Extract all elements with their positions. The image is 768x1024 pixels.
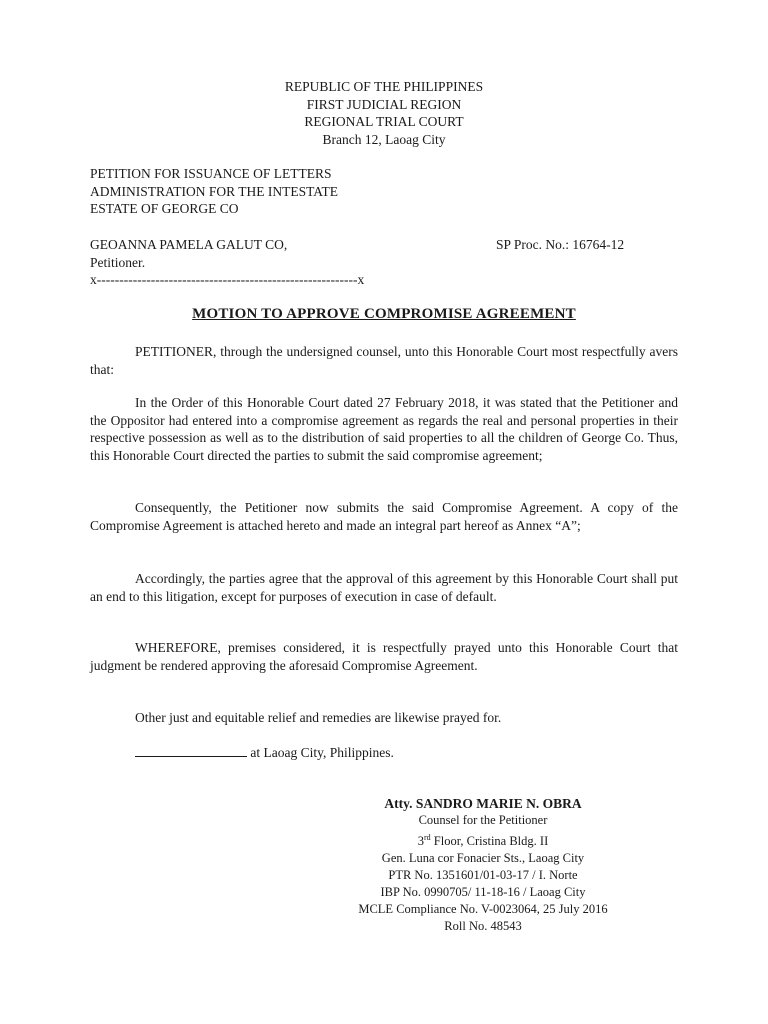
paragraph-3 (90, 499, 678, 534)
court-header-line2: FIRST JUDICIAL REGION (306, 96, 462, 112)
court-header (0, 78, 768, 148)
court-header-line1: REPUBLIC OF THE PHILIPPINES (284, 79, 484, 94)
paragraph-4 (90, 570, 678, 605)
date-place-line (90, 744, 678, 762)
paragraph-4-text: Accordingly, the parties agree that the approval of this agreement by this Honorable Court shall put an end to this litigation, except for purposes of execution in case of default. (90, 571, 678, 604)
paragraph-6 (90, 709, 678, 727)
caption-separator: x----------------------------------------------------------x (90, 272, 365, 287)
ibp-number: IBP No. 0990705/ 11-18-16 / Laoag City (380, 885, 586, 900)
petitioner-role: Petitioner. (90, 254, 146, 270)
date-blank-line (135, 745, 247, 757)
paragraph-1-text: PETITIONER, through the undersigned counsel, unto this Honorable Court most respectfully avers that: (90, 344, 678, 377)
document-title: MOTION TO APPROVE COMPROMISE AGREEMENT (192, 306, 576, 322)
counsel-address-2: Gen. Luna cor Fonacier Sts., Laoag City (381, 851, 585, 866)
counsel-role: Counsel for the Petitioner (418, 813, 548, 827)
paragraph-3-text: Consequently, the Petitioner now submits the said Compromise Agreement. A copy of the Compromise Agreement is attached hereto and made an integral part hereof as Annex “A”; (90, 500, 678, 533)
roll-number: Roll No. 48543 (444, 919, 522, 934)
case-caption (90, 165, 338, 218)
paragraph-6-text: Other just and equitable relief and remedies are likewise prayed for. (135, 710, 502, 725)
ptr-number: PTR No. 1351601/01-03-17 / I. Norte (388, 868, 578, 883)
signature-block (346, 795, 620, 935)
floor-number: 3 (417, 834, 424, 849)
paragraph-5-text: WHEREFORE, premises considered, it is respectfully prayed unto this Honorable Court that judgment be rendered approving the aforesaid Compromise Agreement. (90, 640, 678, 673)
petitioner-name: GEOANNA PAMELA GALUT CO, (90, 237, 288, 252)
case-number: SP Proc. No.: 16764-12 (496, 237, 625, 252)
court-header-line4: Branch 12, Laoag City (322, 131, 446, 147)
paragraph-2-text: In the Order of this Honorable Court dated 27 February 2018, it was stated that the Petitioner and the Oppositor had entered into a compromise agreement as regards the real and personal properties in their respective possession as well as to the distribution of said properties to all the children of George Co. Thus, this Honorable Court directed the parties to submit the said compromise agreement; (90, 395, 678, 463)
case-caption-line3: ESTATE OF GEORGE CO (90, 201, 239, 216)
paragraph-1 (90, 343, 678, 378)
floor-suffix: rd (424, 833, 431, 842)
parties-block (90, 236, 680, 289)
date-place-suffix: at Laoag City, Philippines. (247, 745, 394, 760)
case-caption-line1: PETITION FOR ISSUANCE OF LETTERS (90, 166, 332, 181)
paragraph-2 (90, 394, 678, 464)
address-1-rest: Floor, Cristina Bldg. II (430, 834, 549, 849)
case-caption-line2: ADMINISTRATION FOR THE INTESTATE (90, 183, 339, 199)
paragraph-5 (90, 639, 678, 674)
court-header-line3: REGIONAL TRIAL COURT (304, 114, 464, 129)
date-place-text (90, 744, 678, 762)
counsel-name: Atty. SANDRO MARIE N. OBRA (384, 796, 582, 811)
mcle-compliance: MCLE Compliance No. V-0023064, 25 July 2016 (358, 902, 608, 917)
counsel-address-1 (346, 829, 620, 850)
